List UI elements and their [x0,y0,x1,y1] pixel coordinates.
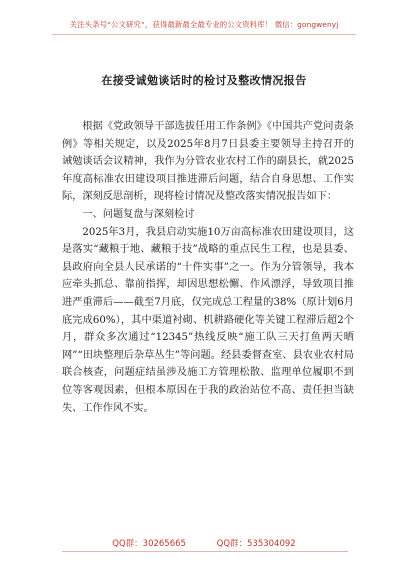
footer-qq-group-1: QQ群：30265665 [112,539,186,549]
section-paragraph: 2025年3月，我县启动实施10万亩高标准农田建设项目，这是落实“藏粮于地、藏粮于技”战略的重点民生工程，也是县委、县政府向全县人民承诺的“十件实事”之一。作为分管领导，我本应牵头抓总、靠前指挥，却因思想松懈、作风漂浮，导致项目推进严重滞后——截至7月底，仅完成总工程量的38%（原计划6月底完成60%），其中渠道衬砌、机耕路硬化等关键工程滞后超2个月，群众多次通过“12345”热线反映“施工队三天打鱼两天晒网”“田块整理后杂草丛生”等问题。经县委督查室、县农业农村局联合核查，问题症结虽涉及施工方管理松散、监理单位履职不到位等客观因素，但根本原因在于我的政治站位不高、责任担当缺失、工作作风不实。 [62,226,354,414]
header-banner: 关注头条号“公文研究”，获得最新最全最专业的公文资料库！ 微信：gongwenyj [69,20,339,29]
header-divider [52,34,356,35]
section-heading: 一、问题复盘与深刻检讨 [82,208,195,220]
document-title: 在接受诚勉谈话时的检讨及整改情况报告 [101,74,307,87]
document-body [62,118,354,417]
footer-qq-group-2: QQ群：535304092 [216,539,296,549]
footer-contacts [0,537,408,549]
footer-divider [62,551,348,552]
intro-paragraph: 根据《党政领导干部选拔任用工作条例》《中国共产党问责条例》等相关规定，以及2025年8月7日县委主要领导主持召开的诫勉谈话会议精神，我作为分管农业农村工作的副县长，就2025年度高标准农田建设项目推进滞后问题，结合自身思想、工作实际，深刻反思剖析，现将检讨情况及整改落实情况报告如下： [62,121,354,203]
